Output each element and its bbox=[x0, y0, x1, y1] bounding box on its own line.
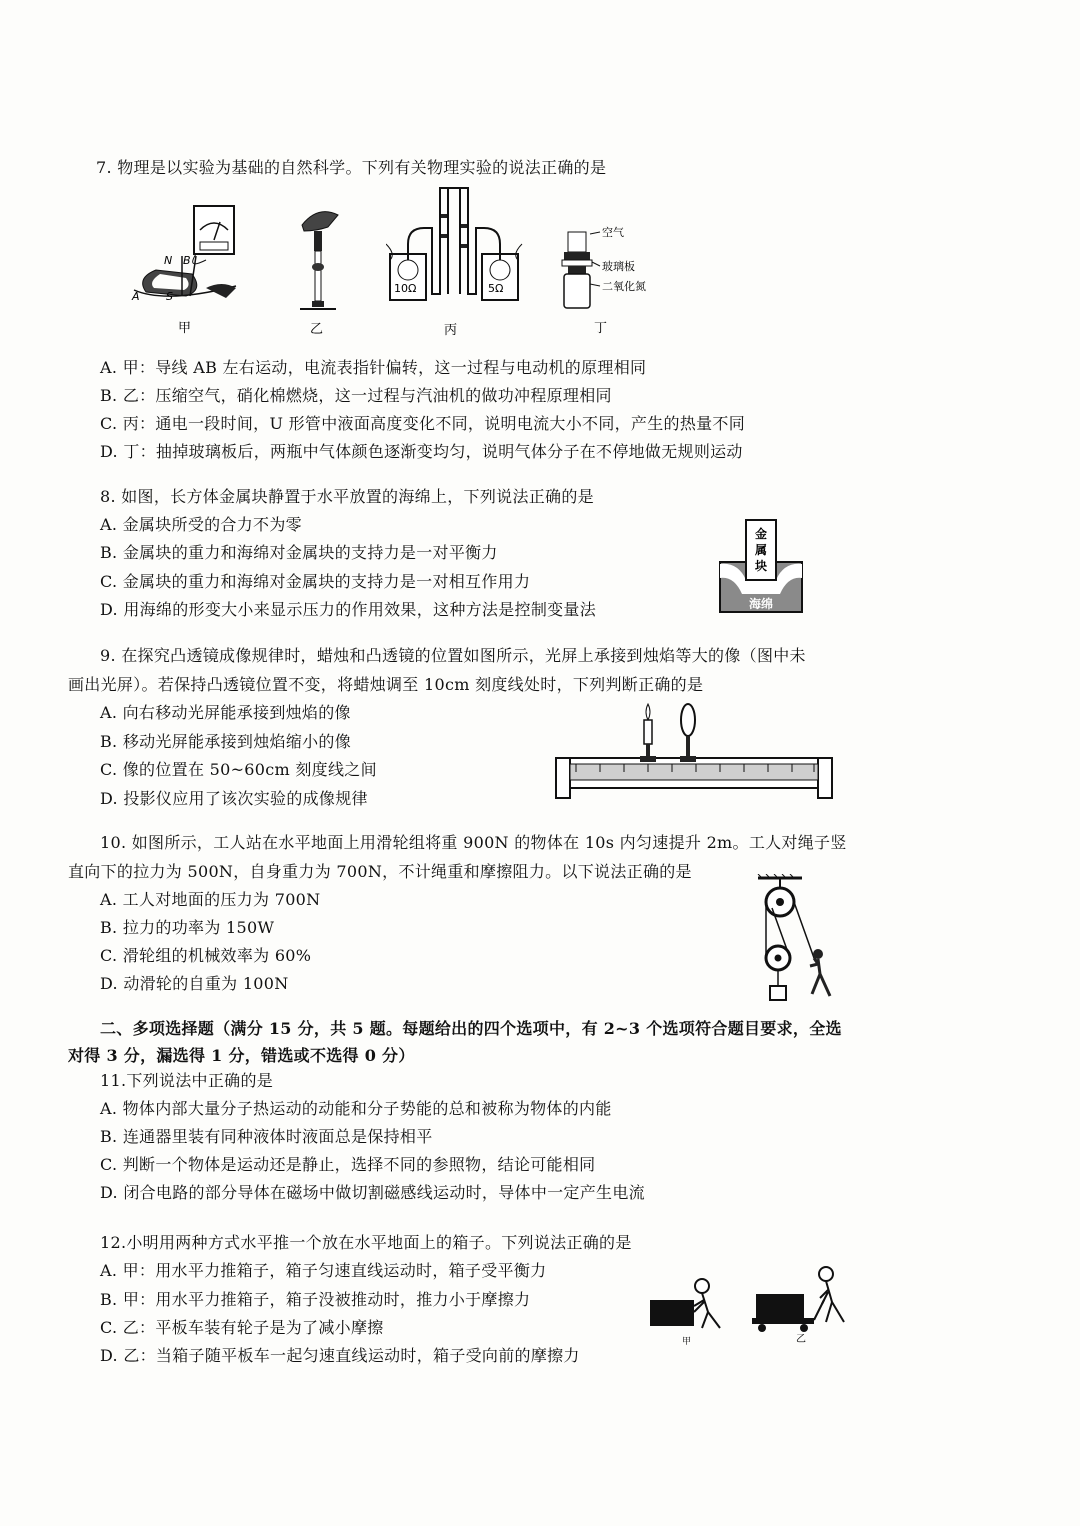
q10-stem-line2: 直向下的拉力为 500N，自身重力为 700N，不计绳重和摩擦阻力。以下说法正确的是 bbox=[68, 862, 692, 881]
q12-figure-jia bbox=[646, 1274, 736, 1350]
q7-stem: 7. 物理是以实验为基础的自然科学。下列有关物理实验的说法正确的是 bbox=[96, 158, 607, 177]
q7-ding-label-no2: 二氧化氮 bbox=[602, 280, 646, 293]
q12-option-c: C. 乙：平板车装有轮子是为了减小摩擦 bbox=[100, 1318, 384, 1337]
q7-ding-label-air: 空气 bbox=[602, 226, 624, 239]
q7-option-c: C. 丙：通电一段时间，U 形管中液面高度变化不同，说明电流大小不同，产生的热量不同 bbox=[100, 414, 746, 433]
q7-jia-s-letter: S bbox=[166, 290, 173, 303]
q9-option-b: B. 移动光屏能承接到烛焰缩小的像 bbox=[100, 732, 352, 751]
q8-option-b: B. 金属块的重力和海绵对金属块的支持力是一对平衡力 bbox=[100, 543, 498, 562]
section2-heading-line2: 对得 3 分，漏选得 1 分，错选或不选得 0 分） bbox=[68, 1046, 415, 1065]
q7-fig-label-jia: 甲 bbox=[178, 321, 192, 336]
q8-label-block-1: 金 bbox=[754, 527, 768, 541]
q12-option-b: B. 甲：用水平力推箱子，箱子没被推动时，推力小于摩擦力 bbox=[100, 1290, 531, 1309]
q7-jia-b-letter: B bbox=[183, 254, 191, 267]
q8-figure-block-on-sponge bbox=[718, 518, 804, 614]
q12-stem: 12.小明用两种方式水平推一个放在水平地面上的箱子。下列说法正确的是 bbox=[100, 1233, 632, 1252]
q9-option-c: C. 像的位置在 50~60cm 刻度线之间 bbox=[100, 760, 377, 779]
q9-figure-optical-bench bbox=[552, 700, 836, 800]
q10-option-b: B. 拉力的功率为 150W bbox=[100, 918, 275, 937]
q7-fig-label-bing: 丙 bbox=[444, 323, 458, 338]
q7-bing-resistor-10: 10Ω bbox=[394, 282, 417, 295]
q8-stem: 8. 如图，长方体金属块静置于水平放置的海绵上，下列说法正确的是 bbox=[100, 487, 594, 506]
q11-option-c: C. 判断一个物体是运动还是静止，选择不同的参照物，结论可能相同 bbox=[100, 1155, 596, 1174]
q9-option-a: A. 向右移动光屏能承接到烛焰的像 bbox=[100, 703, 351, 722]
q10-option-d: D. 动滑轮的自重为 100N bbox=[100, 974, 289, 993]
q7-figure-ding bbox=[560, 222, 670, 340]
q7-figure-yi bbox=[290, 205, 350, 340]
q9-stem-line1: 9. 在探究凸透镜成像规律时，蜡烛和凸透镜的位置如图所示，光屏上承接到烛焰等大的像（图中未 bbox=[100, 646, 806, 665]
q8-label-sponge: 海绵 bbox=[748, 597, 774, 611]
q12-figure-yi bbox=[750, 1264, 856, 1348]
q7-bing-resistor-5: 5Ω bbox=[488, 282, 504, 295]
q7-option-b: B. 乙：压缩空气，硝化棉燃烧，这一过程与汽油机的做功冲程原理相同 bbox=[100, 386, 612, 405]
q7-fig-label-yi: 乙 bbox=[310, 322, 324, 337]
q7-jia-a-letter: A bbox=[132, 290, 140, 303]
q11-stem: 11.下列说法中正确的是 bbox=[100, 1071, 274, 1090]
q12-fig-label-jia: 甲 bbox=[682, 1337, 692, 1347]
q10-stem-line1: 10. 如图所示，工人站在水平地面上用滑轮组将重 900N 的物体在 10s 内匀速提升 2m。工人对绳子竖 bbox=[100, 833, 847, 852]
q12-option-a: A. 甲：用水平力推箱子，箱子匀速直线运动时，箱子受平衡力 bbox=[100, 1261, 547, 1280]
q12-option-d: D. 乙：当箱子随平板车一起匀速直线运动时，箱子受向前的摩擦力 bbox=[100, 1346, 580, 1365]
q12-fig-label-yi: 乙 bbox=[796, 1334, 806, 1345]
q8-label-block-3: 块 bbox=[754, 559, 768, 573]
q10-figure-pulley-system bbox=[752, 874, 844, 1002]
q11-option-d: D. 闭合电路的部分导体在磁场中做切割磁感线运动时，导体中一定产生电流 bbox=[100, 1183, 645, 1202]
q8-label-block-2: 属 bbox=[754, 543, 768, 557]
q11-option-a: A. 物体内部大量分子热运动的动能和分子势能的总和被称为物体的内能 bbox=[100, 1099, 612, 1118]
q7-ding-label-glass: 玻璃板 bbox=[602, 260, 635, 273]
q10-option-c: C. 滑轮组的机械效率为 60% bbox=[100, 946, 312, 965]
q7-figure-jia bbox=[126, 200, 246, 340]
q8-option-c: C. 金属块的重力和海绵对金属块的支持力是一对相互作用力 bbox=[100, 572, 531, 591]
q8-option-a: A. 金属块所受的合力不为零 bbox=[100, 515, 302, 534]
q11-option-b: B. 连通器里装有同种液体时液面总是保持相平 bbox=[100, 1127, 433, 1146]
q7-option-d: D. 丁：抽掉玻璃板后，两瓶中气体颜色逐渐变均匀，说明气体分子在不停地做无规则运动 bbox=[100, 442, 743, 461]
q8-option-d: D. 用海绵的形变大小来显示压力的作用效果，这种方法是控制变量法 bbox=[100, 600, 597, 619]
q7-figure-bing bbox=[386, 184, 526, 340]
q9-option-d: D. 投影仪应用了该次实验的成像规律 bbox=[100, 789, 368, 808]
q10-option-a: A. 工人对地面的压力为 700N bbox=[100, 890, 321, 909]
section2-heading-line1: 二、多项选择题（满分 15 分，共 5 题。每题给出的四个选项中，有 2~3 个选项符合题目要求，全选 bbox=[100, 1019, 842, 1038]
q7-option-a: A. 甲：导线 AB 左右运动，电流表指针偏转，这一过程与电动机的原理相同 bbox=[100, 358, 647, 377]
q7-jia-n-letter: N bbox=[164, 254, 173, 267]
q9-stem-line2: 画出光屏）。若保持凸透镜位置不变，将蜡烛调至 10cm 刻度线处时，下列判断正确的是 bbox=[68, 675, 704, 694]
q7-fig-label-ding: 丁 bbox=[594, 321, 608, 336]
